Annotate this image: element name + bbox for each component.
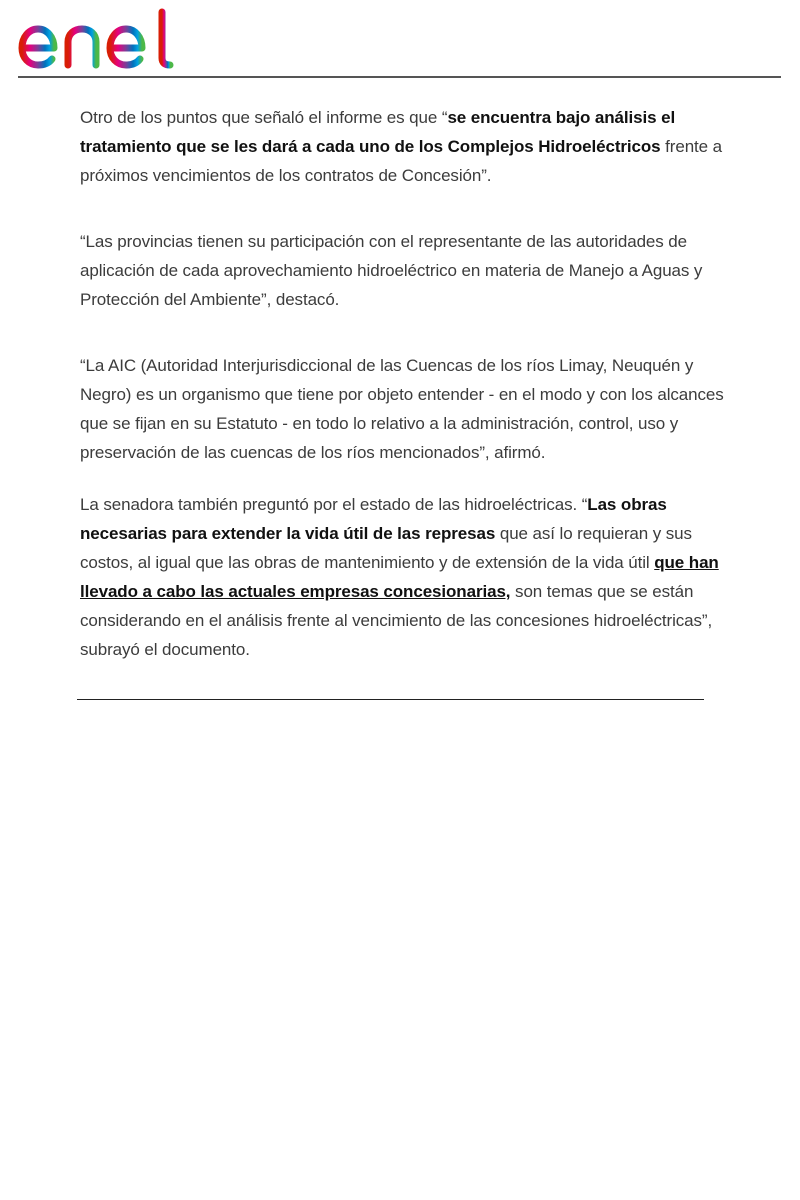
enel-logo-graphic [18, 8, 180, 70]
paragraph-4-text-b: que así lo requieran y sus costos, al igual que las obras de mantenimiento y de extensión de la vida útil [80, 524, 692, 572]
footer-divider [77, 699, 704, 700]
paragraph-4 [80, 490, 745, 664]
paragraph-1-bold: se encuentra bajo análisis el tratamiento que se les dará a cada uno de los Complejos Hidroeléctricos [80, 108, 676, 156]
paragraph-4-text-a: La senadora también preguntó por el estado de las hidroeléctricas. “ [80, 495, 588, 514]
paragraph-4-text-c: son temas que se están considerando en el análisis frente al vencimiento de las concesiones hidroeléctricas”, subrayó el documento. [80, 582, 713, 659]
page-header [18, 0, 781, 78]
paragraph-2-text: “Las provincias tienen su participación con el representante de las autoridades de aplicación de cada aprovechamiento hidroeléctrico en materia de Manejo a Aguas y Protección del Ambiente”, destacó. [80, 232, 703, 309]
enel-logo[interactable] [18, 8, 180, 70]
paragraph-4-bold: Las obras necesarias para extender la vida útil de las represas [80, 495, 667, 543]
paragraph-3 [80, 351, 745, 467]
paragraph-4-underlined-bold: que han llevado a cabo las actuales empresas concesionarias, [80, 553, 719, 601]
paragraph-1 [80, 103, 745, 190]
paragraph-1-text-a: Otro de los puntos que señaló el informe es que “ [80, 108, 448, 127]
paragraph-1-text-b: frente a próximos vencimientos de los contratos de Concesión”. [80, 137, 723, 185]
paragraph-2 [80, 227, 745, 314]
paragraph-3-text: “La AIC (Autoridad Interjurisdiccional de las Cuencas de los ríos Limay, Neuquén y Negro) es un organismo que tiene por objeto entender - en el modo y con los alcances que se fijan en su Estatuto - en todo lo relativo a la administración, control, uso y preservación de las cuencas de los ríos mencionados”, afirmó. [80, 356, 724, 462]
article-body [80, 103, 745, 664]
